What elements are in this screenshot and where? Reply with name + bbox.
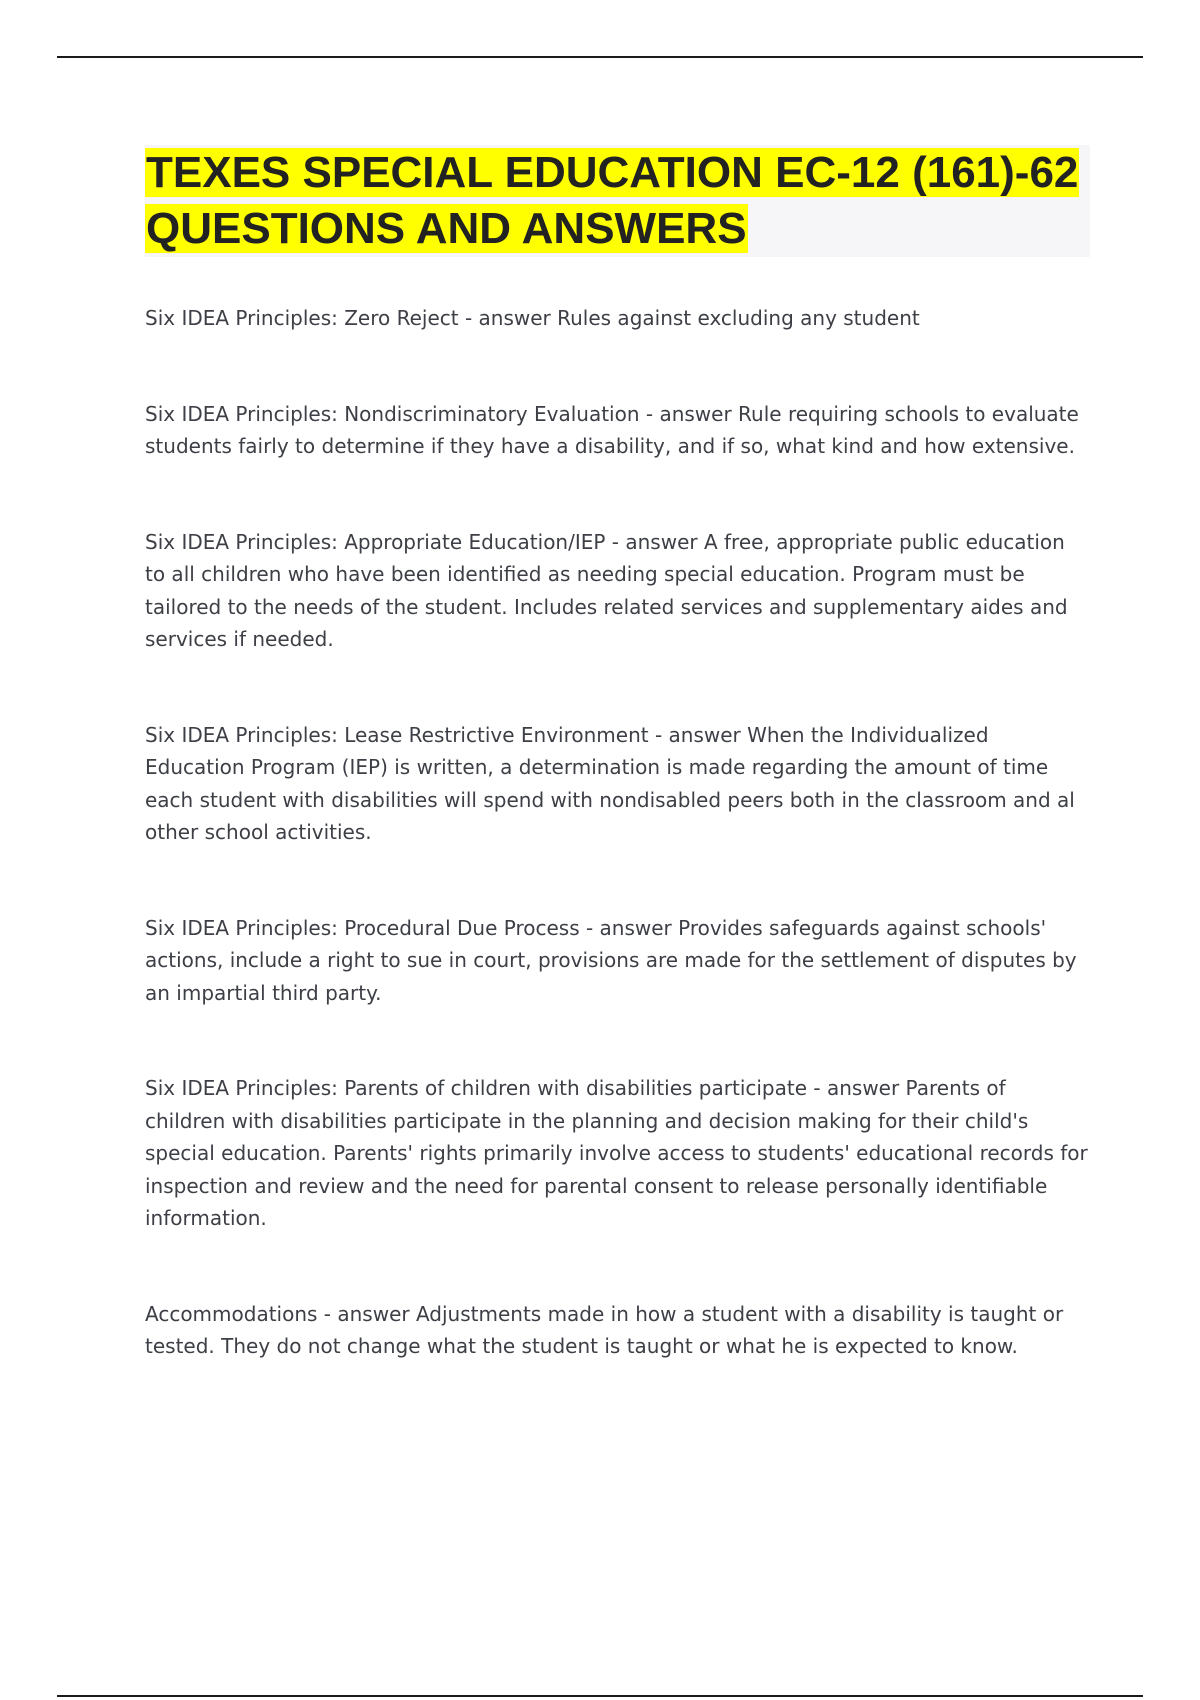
title-block: [145, 145, 1090, 257]
qa-entry-appropriate-education: Six IDEA Principles: Appropriate Education/IEP - answer A free, appropriate public education to all children who have been identified as needing special education. Program must be tailored to the needs of the student. Includes related services and supplementary aides and services if needed.: [145, 529, 1068, 651]
qa-entry-least-restrictive-environment: Six IDEA Principles: Lease Restrictive Environment - answer When the Individualized Education Program (IEP) is written, a determination is made regarding the amount of time each student with disabilities will spend with nondisabled peers both in the classroom and al other school activities.: [145, 722, 1075, 844]
header-rule: [57, 56, 1143, 58]
qa-entry-zero-reject: Six IDEA Principles: Zero Reject - answer Rules against excluding any student: [145, 306, 920, 330]
document-title-highlight: TEXES SPECIAL EDUCATION EC-12 (161)-62 QUESTIONS AND ANSWERS: [146, 148, 1079, 253]
qa-entry-nondiscriminatory-evaluation: Six IDEA Principles: Nondiscriminatory Evaluation - answer Rule requiring schools to evaluate students fairly to determine if they have a disability, and if so, what kind and how extensive.: [145, 401, 1079, 458]
qa-entry-accommodations: Accommodations - answer Adjustments made in how a student with a disability is taught or tested. They do not change what the student is taught or what he is expected to know.: [145, 1301, 1064, 1358]
footer-rule: [57, 1695, 1143, 1697]
qa-entry-parent-participation: Six IDEA Principles: Parents of children with disabilities participate - answer Parents of children with disabilities participate in the planning and decision making for their child's special education. Parents' rights primarily involve access to students' educational records for inspection and review and the need for parental consent to release personally identifiable information.: [145, 1076, 1088, 1230]
qa-entry-procedural-due-process: Six IDEA Principles: Procedural Due Process - answer Provides safeguards against schools' actions, include a right to sue in court, provisions are made for the settlement of disputes by an impartial third party.: [145, 915, 1077, 1005]
qa-list: [145, 302, 1090, 1363]
document-title: [145, 145, 1090, 257]
